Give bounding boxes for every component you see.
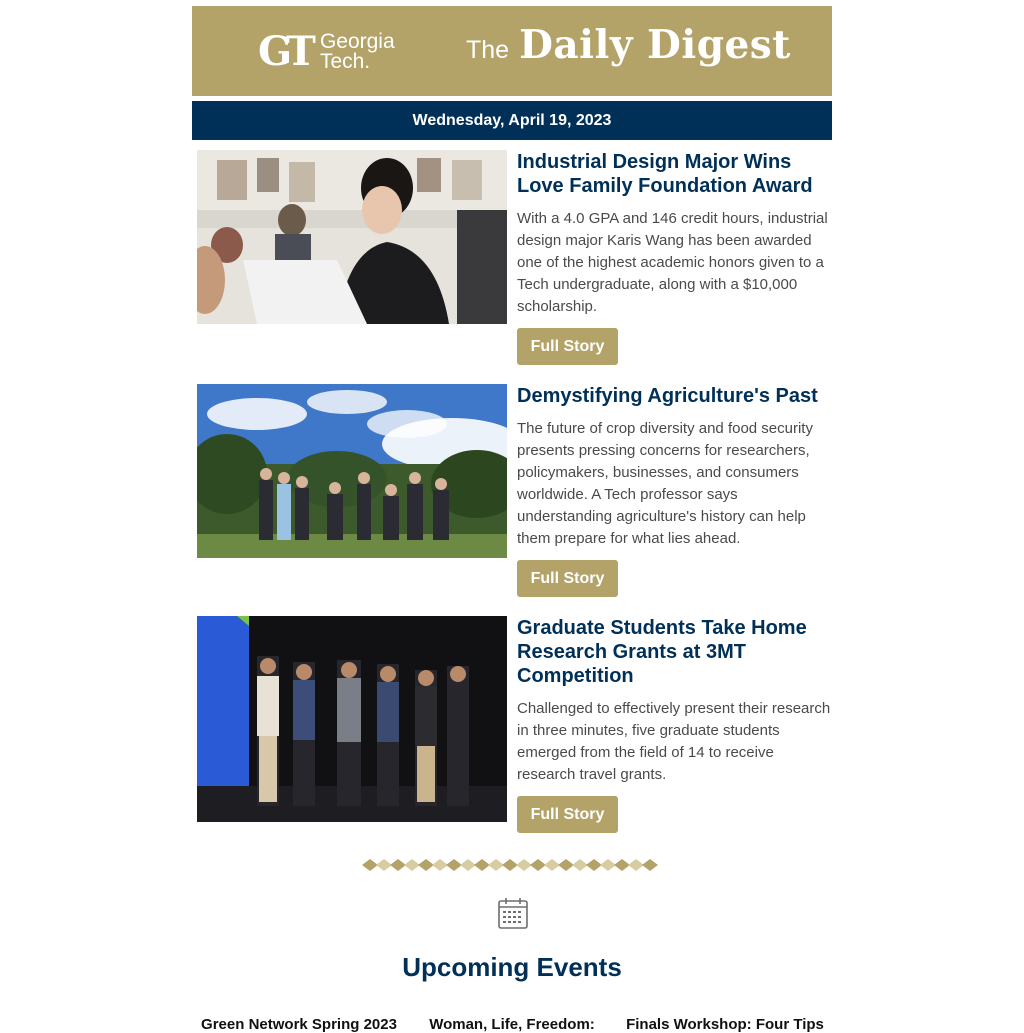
date-bar: Wednesday, April 19, 2023: [192, 101, 832, 140]
title-main: Daily Digest: [519, 22, 791, 68]
story-image[interactable]: [197, 616, 507, 822]
story-image[interactable]: [197, 150, 507, 324]
story-summary: The future of crop diversity and food security presents pressing concerns for researchers, policymakers, businesses, and consumers worldwide. A Tech professor says understanding agriculture's history can help them prepare for what lies ahead.: [517, 420, 813, 547]
full-story-button[interactable]: Full Story: [517, 328, 618, 365]
full-story-button[interactable]: Full Story: [517, 560, 618, 597]
story-text: [517, 384, 831, 597]
newsletter-title: [466, 22, 791, 82]
gt-monogram: GT: [258, 28, 310, 75]
story-title[interactable]: Graduate Students Take Home Research Grants at 3MT Competition: [517, 617, 807, 687]
story-card: [197, 384, 829, 604]
events-heading: Upcoming Events: [402, 952, 622, 982]
header-banner: [192, 6, 832, 96]
logo-wordmark: [320, 32, 395, 72]
story-text: [517, 150, 831, 365]
event-item[interactable]: Woman, Life, Freedom:: [429, 1016, 595, 1033]
logo-line-2: Tech.: [319, 50, 371, 73]
event-item[interactable]: Finals Workshop: Four Tips: [626, 1016, 824, 1033]
story-title[interactable]: Industrial Design Major Wins Love Family Foundation Award: [517, 151, 813, 197]
calendar-icon: [497, 896, 529, 930]
story-summary: Challenged to effectively present their research in three minutes, five graduate students emerged from the field of 14 to receive research travel grants.: [517, 700, 831, 783]
story-card: [197, 616, 829, 836]
event-item[interactable]: Green Network Spring 2023: [201, 1016, 397, 1033]
story-title[interactable]: Demystifying Agriculture's Past: [517, 385, 818, 407]
diamond-divider: [362, 856, 662, 874]
georgia-tech-logo[interactable]: [258, 30, 395, 74]
story-card: [197, 150, 829, 370]
newsletter: [192, 6, 832, 1033]
story-image[interactable]: [197, 384, 507, 558]
title-prefix: The: [466, 36, 510, 64]
logo-line-1: Georgia: [319, 30, 395, 53]
story-summary: With a 4.0 GPA and 146 credit hours, industrial design major Karis Wang has been awarded one of the highest academic honors given to a Tech undergraduate, along with a $10,000 scholarship.: [517, 210, 828, 315]
full-story-button[interactable]: Full Story: [517, 796, 618, 833]
story-text: [517, 616, 831, 833]
